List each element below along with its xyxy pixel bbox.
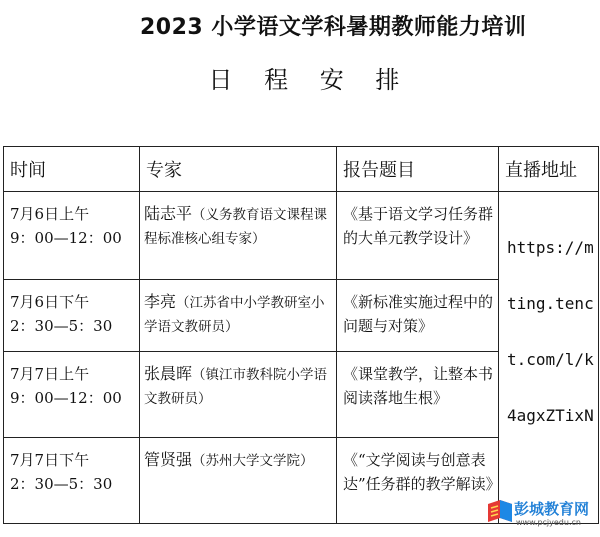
site-logo bbox=[486, 496, 598, 534]
header-expert: 专家 bbox=[140, 147, 337, 192]
live-url-line[interactable]: ting.tenc bbox=[507, 294, 594, 313]
time-range-text: 2：30—5：30 bbox=[10, 475, 113, 493]
table-header-row bbox=[4, 147, 599, 192]
date-text: 7月6日下午 bbox=[10, 293, 90, 311]
time-cell bbox=[4, 438, 140, 524]
topic-cell: 《基于语文学习任务群的大单元教学设计》 bbox=[337, 192, 499, 280]
time-range-text: 2：30—5：30 bbox=[10, 317, 113, 335]
logo-name: 彭城教育网 bbox=[514, 500, 590, 518]
page-title: 2023 小学语文学科暑期教师能力培训 bbox=[140, 15, 527, 40]
live-url-line[interactable]: t.com/l/k bbox=[507, 350, 594, 369]
expert-name: 李亮 bbox=[144, 292, 177, 311]
expert-role: （义务教育语文课程课程标准核心组专家） bbox=[144, 207, 328, 247]
date-text: 7月7日上午 bbox=[10, 365, 90, 383]
schedule-table bbox=[3, 146, 599, 524]
expert-cell bbox=[140, 438, 337, 524]
expert-name: 陆志平 bbox=[144, 204, 193, 223]
expert-role: （江苏省中小学教研室小学语文教研员） bbox=[144, 295, 325, 335]
date-text: 7月7日下午 bbox=[10, 451, 90, 469]
header-time: 时间 bbox=[4, 147, 140, 192]
time-cell bbox=[4, 280, 140, 352]
header-live-url: 直播地址 bbox=[499, 147, 599, 192]
topic-cell: 《课堂教学，让整本书阅读落地生根》 bbox=[337, 352, 499, 438]
expert-role: （镇江市教科院小学语文教研员） bbox=[144, 367, 328, 407]
expert-cell bbox=[140, 192, 337, 280]
time-range-text: 9：00—12：00 bbox=[10, 229, 122, 247]
logo-url: www.pcjyedu.cn bbox=[516, 518, 581, 527]
page-subtitle: 日 程 安 排 bbox=[208, 66, 412, 94]
topic-cell: 《“文学阅读与创意表达”任务群的教学解读》 bbox=[337, 438, 499, 524]
expert-cell bbox=[140, 352, 337, 438]
live-url-line[interactable]: https://m bbox=[507, 238, 594, 257]
time-range-text: 9：00—12：00 bbox=[10, 389, 122, 407]
expert-name: 张晨晖 bbox=[144, 364, 193, 383]
time-cell bbox=[4, 352, 140, 438]
book-logo-icon bbox=[486, 496, 514, 526]
date-text: 7月6日上午 bbox=[10, 205, 90, 223]
table-row bbox=[4, 192, 599, 280]
time-cell bbox=[4, 192, 140, 280]
expert-role: （苏州大学文学院） bbox=[192, 453, 314, 469]
expert-name: 管贤强 bbox=[144, 450, 193, 469]
topic-cell: 《新标准实施过程中的问题与对策》 bbox=[337, 280, 499, 352]
header-topic: 报告题目 bbox=[337, 147, 499, 192]
live-url-line[interactable]: 4agxZTixN bbox=[507, 406, 594, 425]
live-url-cell[interactable] bbox=[499, 192, 599, 524]
expert-cell bbox=[140, 280, 337, 352]
